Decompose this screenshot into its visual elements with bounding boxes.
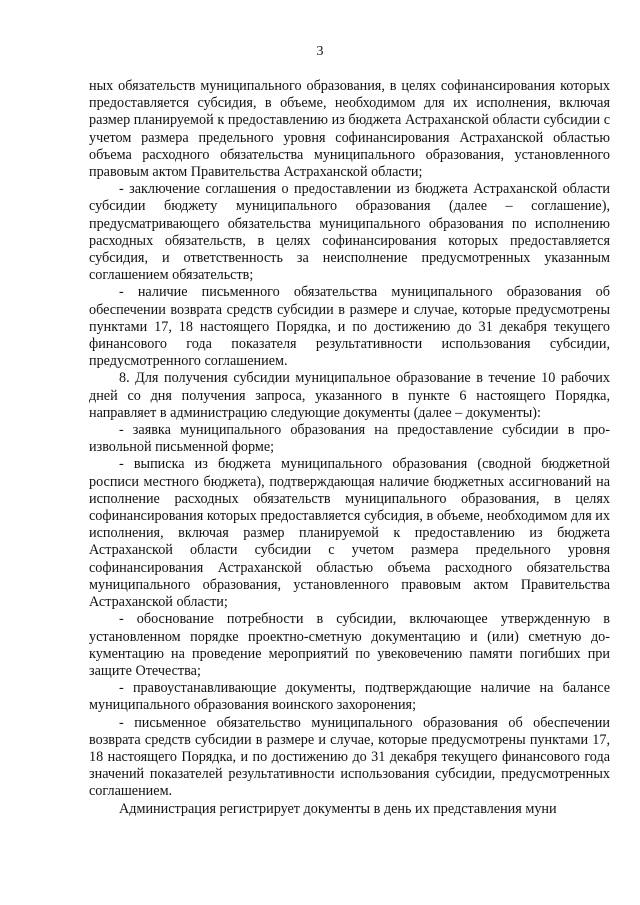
- paragraph-doc-application: - заявка муниципального образования на предоставление субсидии в произвольной письменной форме;: [89, 422, 610, 456]
- page-number: 3: [316, 44, 324, 59]
- paragraph-doc-written-obligation: - письменное обязательство муниципального образования об обеспечении возврата средств субсидии в размере и случае, которые предусмотрены пунктами 17, 18 настоящего Порядка, и по достижению до 31 декабря текущего финансового года значений показателей результативности использования субсидии, предусмотренных соглашением.: [89, 714, 610, 800]
- paragraph-doc-budget-extract: - выписка из бюджета муниципального образования (сводной бюджетной росписи местного бюджета), подтверждающая наличие бюджетных ассигнований на исполнение расходных обязательств муниципального образования, в целях софинансирования которых предоставляется субсидия, в объеме, необходимом для их исполнения, включая размер планируемой к предоставлению из бюджета Астраханской области субсидии с учетом размера предельного уровня софинансирования Астраханской областью объема расходного обязательства муниципального образования, установленного правовым актом Правительства Астраханской области;: [89, 456, 610, 611]
- document-body: [89, 78, 610, 818]
- paragraph-doc-title-documents: - правоустанавливающие документы, подтверждающие наличие на балансе муниципального образования воинского захоронения;: [89, 680, 610, 714]
- paragraph-continuation: ных обязательств муниципального образования, в целях софинансирования которых предоставляется субсидия, в объеме, необходимом для их исполнения, включая размер планируемой к предоставлению из бюджета Астраханской области субсидии с учетом размера предельного уровня софинансирования Астраханской областью объема расходного обязательства муниципального образования, установленного правовым актом Правительства Астраханской области;: [89, 78, 610, 181]
- paragraph-condition-obligation: - наличие письменного обязательства муниципального образования об обеспечении возврата средств субсидии в размере и случае, которые предусмотрены пунктами 17, 18 настоящего Порядка, и по достижению до 31 декабря текущего финансового года показателя результативности использования субсидии, предусмотренного соглашением.: [89, 284, 610, 370]
- paragraph-condition-agreement: - заключение соглашения о предоставлении из бюджета Астраханской области субсидии бюджету муниципального образования (далее – соглашение), предусматривающего обязательства муниципального образования по исполнению расходных обязательств, в целях софинансирования которых предоставляется субсидия, и ответственность за неисполнение предусмотренных указанным соглашением обязательств;: [89, 181, 610, 284]
- paragraph-registration: Администрация регистрирует документы в день их представления муни: [119, 800, 557, 817]
- paragraph-doc-justification: - обоснование потребности в субсидии, включающее утвержденную в установленном порядке проектно-сметную документацию и (или) сметную документацию на проведение мероприятий по увековечению памяти погибших при защите Отечества;: [89, 611, 610, 679]
- paragraph-item-8: 8. Для получения субсидии муниципальное образование в течение 10 рабочих дней со дня получения запроса, указанного в пункте 6 настоящего Порядка, направляет в администрацию следующие документы (далее – документы):: [89, 370, 610, 421]
